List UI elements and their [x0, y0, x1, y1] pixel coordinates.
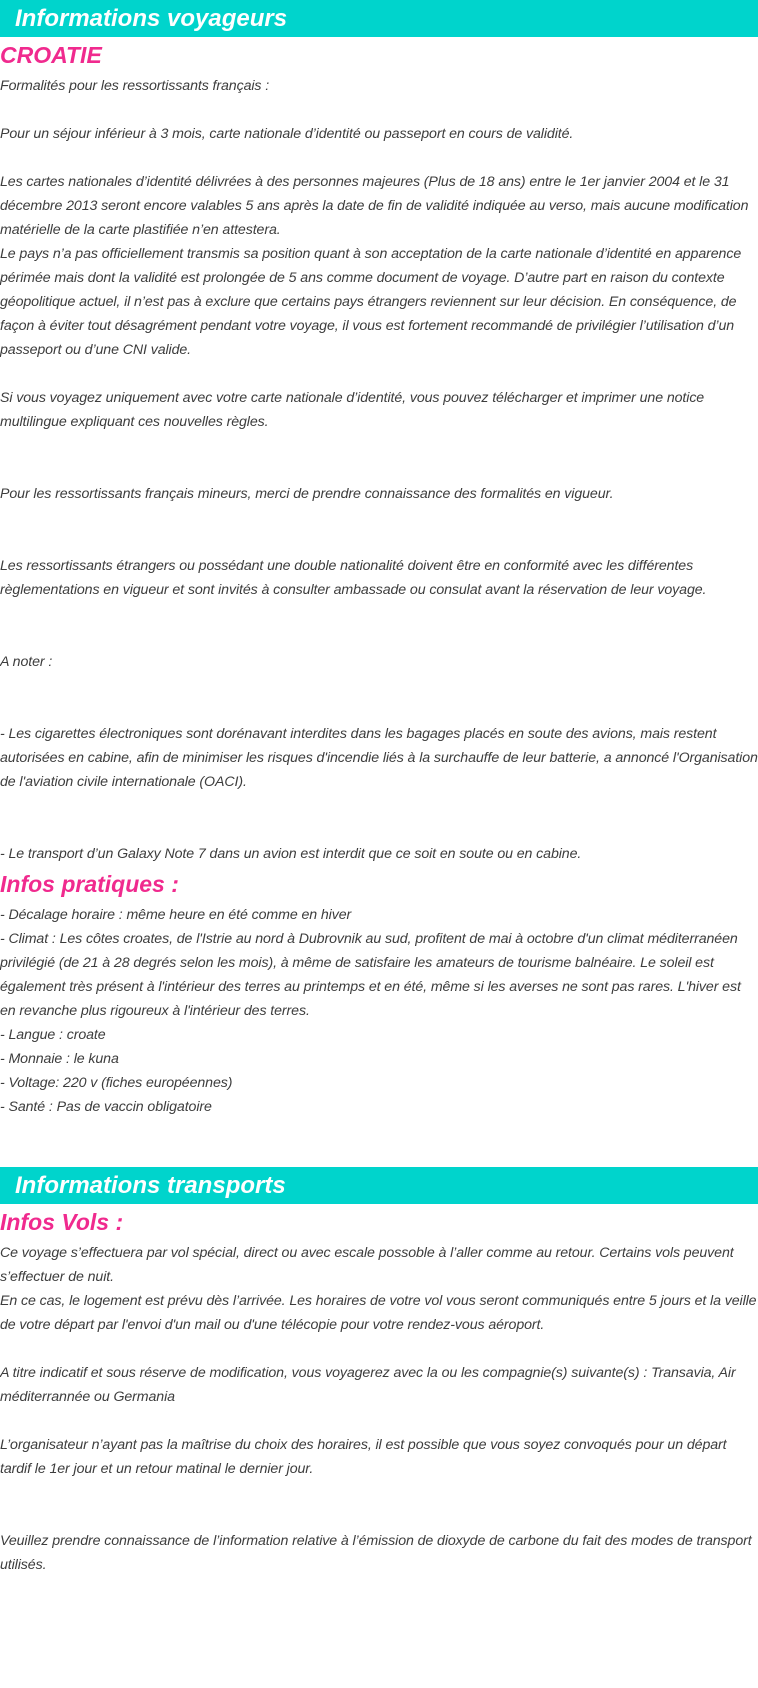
list-item-decalage: - Décalage horaire : même heure en été comme en hiver [0, 907, 352, 923]
paragraph-vol: Ce voyage s’effectuera par vol spécial, direct ou avec escale possoble à l’aller comme au retour. Certains vols peuvent s’effectuer de nuit. [0, 1245, 734, 1285]
infos-vols-title: Infos Vols : [0, 1209, 124, 1235]
list-item-langue: - Langue : croate [0, 1027, 106, 1043]
infos-pratiques-title: Infos pratiques : [0, 871, 179, 897]
paragraph-compagnies: A titre indicatif et sous réserve de modification, vous voyagerez avec la ou les compagnie(s) suivante(s) : Transavia, Air méditerrannée ou Germania [0, 1365, 736, 1405]
list-item-monnaie: - Monnaie : le kuna [0, 1051, 119, 1067]
paragraph-sejour: Pour un séjour inférieur à 3 mois, carte nationale d’identité ou passeport en cours de validité. [0, 126, 574, 142]
country-title: CROATIE [0, 42, 102, 68]
list-item-voltage: - Voltage: 220 v (fiches européennes) [0, 1075, 233, 1091]
paragraph-a-noter: A noter : [0, 654, 53, 670]
section-header-transports: Informations transports [0, 1167, 758, 1204]
paragraph-logement: En ce cas, le logement est prévu dès l’arrivée. Les horaires de votre vol vous seront communiqués entre 5 jours et la veille de votre départ par l'envoi d'un mail ou d'une télécopie pour votre rendez-vous aéroport. [0, 1293, 757, 1333]
list-item-sante: - Santé : Pas de vaccin obligatoire [0, 1099, 212, 1115]
infos-pratiques-list [0, 903, 758, 1119]
paragraph-notice: Si vous voyagez uniquement avec votre carte nationale d’identité, vous pouvez télécharger et imprimer une notice multilingue expliquant ces nouvelles règles. [0, 390, 705, 430]
paragraph-co2: Veuillez prendre connaissance de l’information relative à l’émission de dioxyde de carbone du fait des modes de transport utilisés. [0, 1533, 752, 1573]
paragraph-mineurs: Pour les ressortissants français mineurs, merci de prendre connaissance des formalités en vigueur. [0, 486, 614, 502]
paragraph-galaxy: - Le transport d’un Galaxy Note 7 dans un avion est interdit que ce soit en soute ou en cabine. [0, 846, 582, 862]
paragraph-cartes: Les cartes nationales d’identité délivrées à des personnes majeures (Plus de 18 ans) entre le 1er janvier 2004 et le 31 décembre 2013 seront encore valables 5 ans après la date de fin de validité indiquée au verso, mais aucune modification matérielle de la carte plastifiée n’en attestera. [0, 174, 749, 238]
paragraph-organisateur: L’organisateur n’ayant pas la maîtrise du choix des horaires, il est possible que vous soyez convoqués pour un départ tardif le 1er jour et un retour matinal le dernier jour. [0, 1437, 727, 1477]
paragraph-formalites: Formalités pour les ressortissants français : [0, 78, 270, 94]
paragraph-pays: Le pays n’a pas officiellement transmis sa position quant à son acceptation de la carte nationale d’identité en apparence périmée mais dont la validité est prolongée de 5 ans comme document de voyage. D’autre part en raison du contexte géopolitique actuel, il n’est pas à exclure que certains pays étrangers reviennent sur leur décision. En conséquence, de façon à éviter tout désagrément pendant votre voyage, il vous est fortement recommandé de privilégier l’utilisation d’un passeport ou d’une CNI valide. [0, 246, 742, 358]
paragraph-etrangers: Les ressortissants étrangers ou possédant une double nationalité doivent être en conformité avec les différentes règlementations en vigueur et sont invités à consulter ambassade ou consulat avant la réservation de leur voyage. [0, 558, 707, 598]
list-item-climat: - Climat : Les côtes croates, de l'Istrie au nord à Dubrovnik au sud, profitent de mai à octobre d'un climat méditerranéen privilégié (de 21 à 28 degrés selon les mois), à même de satisfaire les amateurs de tourisme balnéaire. Le soleil est également très présent à l'intérieur des terres au printemps et en été, même si les averses ne sont pas rares. L'hiver est en revanche plus rigoureux à l'intérieur des terres. [0, 931, 741, 1019]
paragraph-cigarettes: - Les cigarettes électroniques sont dorénavant interdites dans les bagages placés en soute des avions, mais restent autorisées en cabine, afin de minimiser les risques d'incendie liés à la surchauffe de leur batterie, a annoncé l'Organisation de l'aviation civile internationale (OACI). [0, 726, 758, 790]
section-header-voyageurs: Informations voyageurs [0, 0, 758, 37]
